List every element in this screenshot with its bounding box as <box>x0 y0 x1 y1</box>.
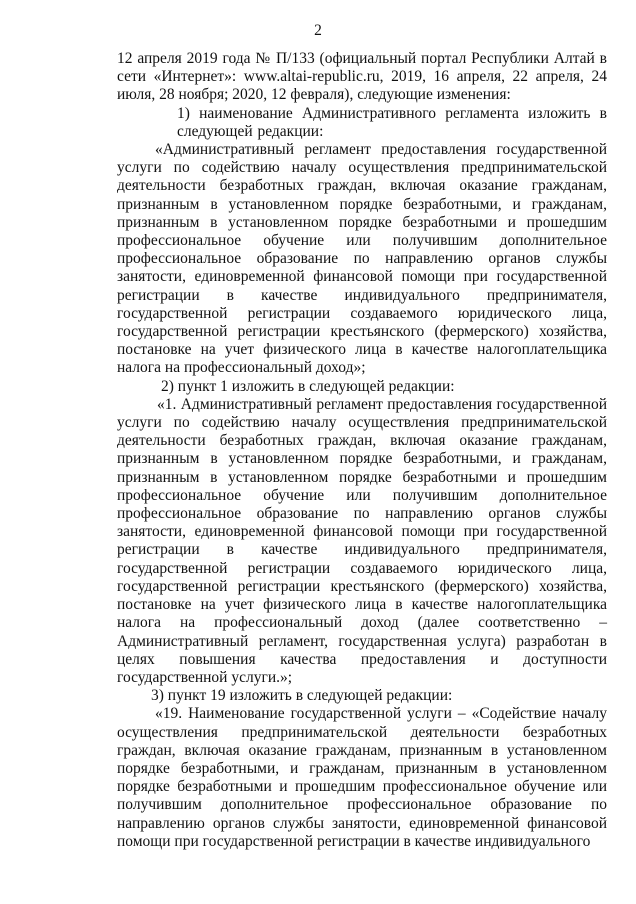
quoted-point-1-text: «1. Административный регламент предоставления государственной услуги по содействию началу осуществления предпринимательской деятельности безработных граждан, включая оказание гражданам, признанным в установленном порядке безработными, и гражданам, признанным в установленном порядке безработными и прошедшим профессиональное обучение или получившим дополнительное профессиональное образование по направлению органов службы занятости, единовременной финансовой помощи при государственной регистрации в качестве индивидуального предпринимателя, государственной регистрации создаваемого юридического лица, государственной регистрации крестьянского (фермерского) хозяйства, постановке на учет физического лица в качестве налогоплательщика налога на профессиональный доход (далее соответственно – Административный регламент, государственная услуга) разработан в целях повышения качества предоставления и доступности государственной услуги.»; <box>117 395 607 686</box>
amendment-item-1: 1) наименование Административного регламента изложить в следующей редакции: <box>177 104 607 140</box>
quoted-point-19-text: «19. Наименование государственной услуги – «Содействие началу осуществления предпринимательской деятельности безработных граждан, включая оказание гражданам, признанным в установленном порядке безработными, и гражданам, признанным в установленном порядке безработными и прошедшим профессиональное обучение или получившим дополнительное профессиональное образование по направлению органов службы занятости, единовременной финансовой помощи при государственной регистрации в качестве индивидуального <box>117 705 607 850</box>
intro-paragraph: 12 апреля 2019 года № П/133 (официальный портал Республики Алтай в сети «Интернет»: www.altai-republic.ru, 2019, 16 апреля, 22 апреля, 24 июля, 28 ноября; 2020, 12 февраля), следующие изменения: <box>117 50 607 104</box>
document-body <box>117 50 607 851</box>
page-number: 2 <box>314 22 322 39</box>
quoted-title-text: «Административный регламент предоставления государственной услуги по содействию началу осуществления предпринимательской деятельности безработных граждан, включая оказание гражданам, признанным в установленном порядке безработными, и гражданам, признанным в установленном порядке безработными и прошедшим профессиональное обучение или получившим дополнительное профессиональное образование по направлению органов службы занятости, единовременной финансовой помощи при государственной регистрации в качестве индивидуального предпринимателя, государственной регистрации создаваемого юридического лица, государственной регистрации крестьянского (фермерского) хозяйства, постановке на учет физического лица в качестве налогоплательщика налога на профессиональный доход»; <box>117 141 607 377</box>
amendment-item-2: 2) пункт 1 изложить в следующей редакции: <box>161 377 455 395</box>
amendment-item-3: 3) пункт 19 изложить в следующей редакции: <box>151 687 453 705</box>
